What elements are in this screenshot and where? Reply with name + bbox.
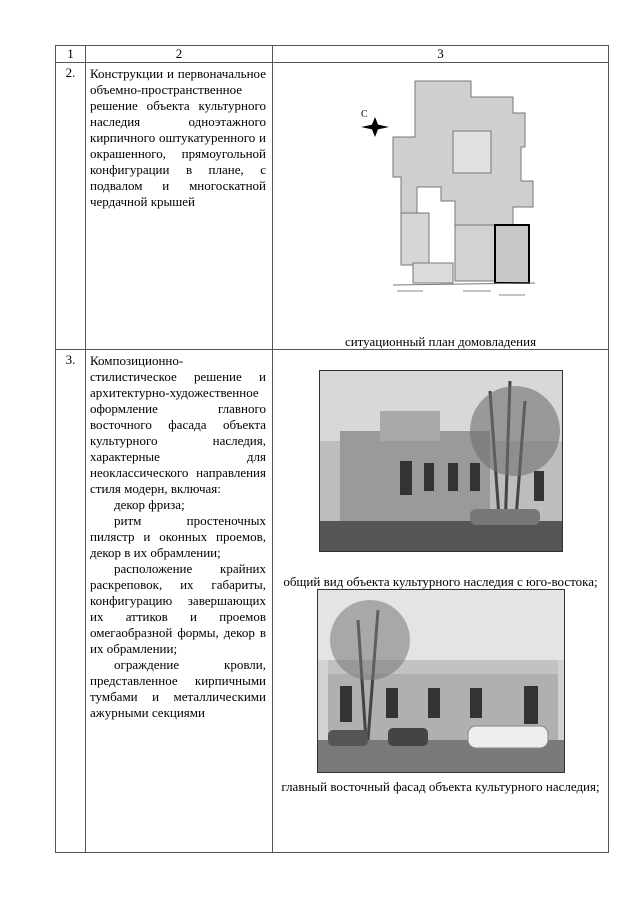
description-item: ограждение кровли, представленное кирпичными тумбами и металлическими ажурными секциями: [90, 657, 266, 720]
compass-icon: [361, 109, 389, 137]
description-item: ритм простеночных пилястр и оконных проемов, декор в их обрамлении;: [90, 513, 266, 560]
south-east-view-photo: [319, 370, 563, 552]
heritage-table: [55, 45, 609, 853]
description-text: Конструкции и первоначальное объемно-пространственное решение объекта культурного наследия одноэтажного кирпичного оштукатуренного и окрашенного, прямоугольной конфигурации в плане, с подвалом и многоскатной чердачной крышей: [90, 66, 266, 209]
table-row: [56, 63, 609, 350]
header-row: [56, 46, 609, 63]
row-description: [86, 350, 273, 853]
row-number: 2.: [56, 63, 86, 350]
header-col-1: 1: [56, 46, 86, 63]
site-plan-image: [353, 77, 553, 297]
row-number: 3.: [56, 350, 86, 853]
site-plan-caption: ситуационный план домовладения: [344, 334, 537, 349]
description-item: декор фриза;: [114, 497, 185, 512]
header-col-3: 3: [273, 46, 609, 63]
table-row: [56, 350, 609, 853]
photo2-caption: главный восточный фасад объекта культурного наследия;: [281, 779, 600, 794]
description-item: расположение крайних раскреповок, их габариты, конфигурацию завершающих их аттиков и проемов омегаобразной формы, декор в их обрамлении;: [90, 561, 266, 656]
row-description: [86, 63, 273, 350]
photos-cell: [273, 350, 609, 853]
photo1-caption: общий вид объекта культурного наследия с юго-востока;: [283, 574, 598, 589]
compass-label: С: [361, 109, 368, 120]
east-facade-photo: [317, 589, 565, 773]
header-col-2: 2: [86, 46, 273, 63]
site-plan-cell: [273, 63, 609, 350]
description-intro: Композиционно-стилистическое решение и архитектурно-художественное оформление главного восточного фасада объекта культурного наследия, характерные для неоклассического направления стиля модерн, включая:: [90, 353, 266, 496]
